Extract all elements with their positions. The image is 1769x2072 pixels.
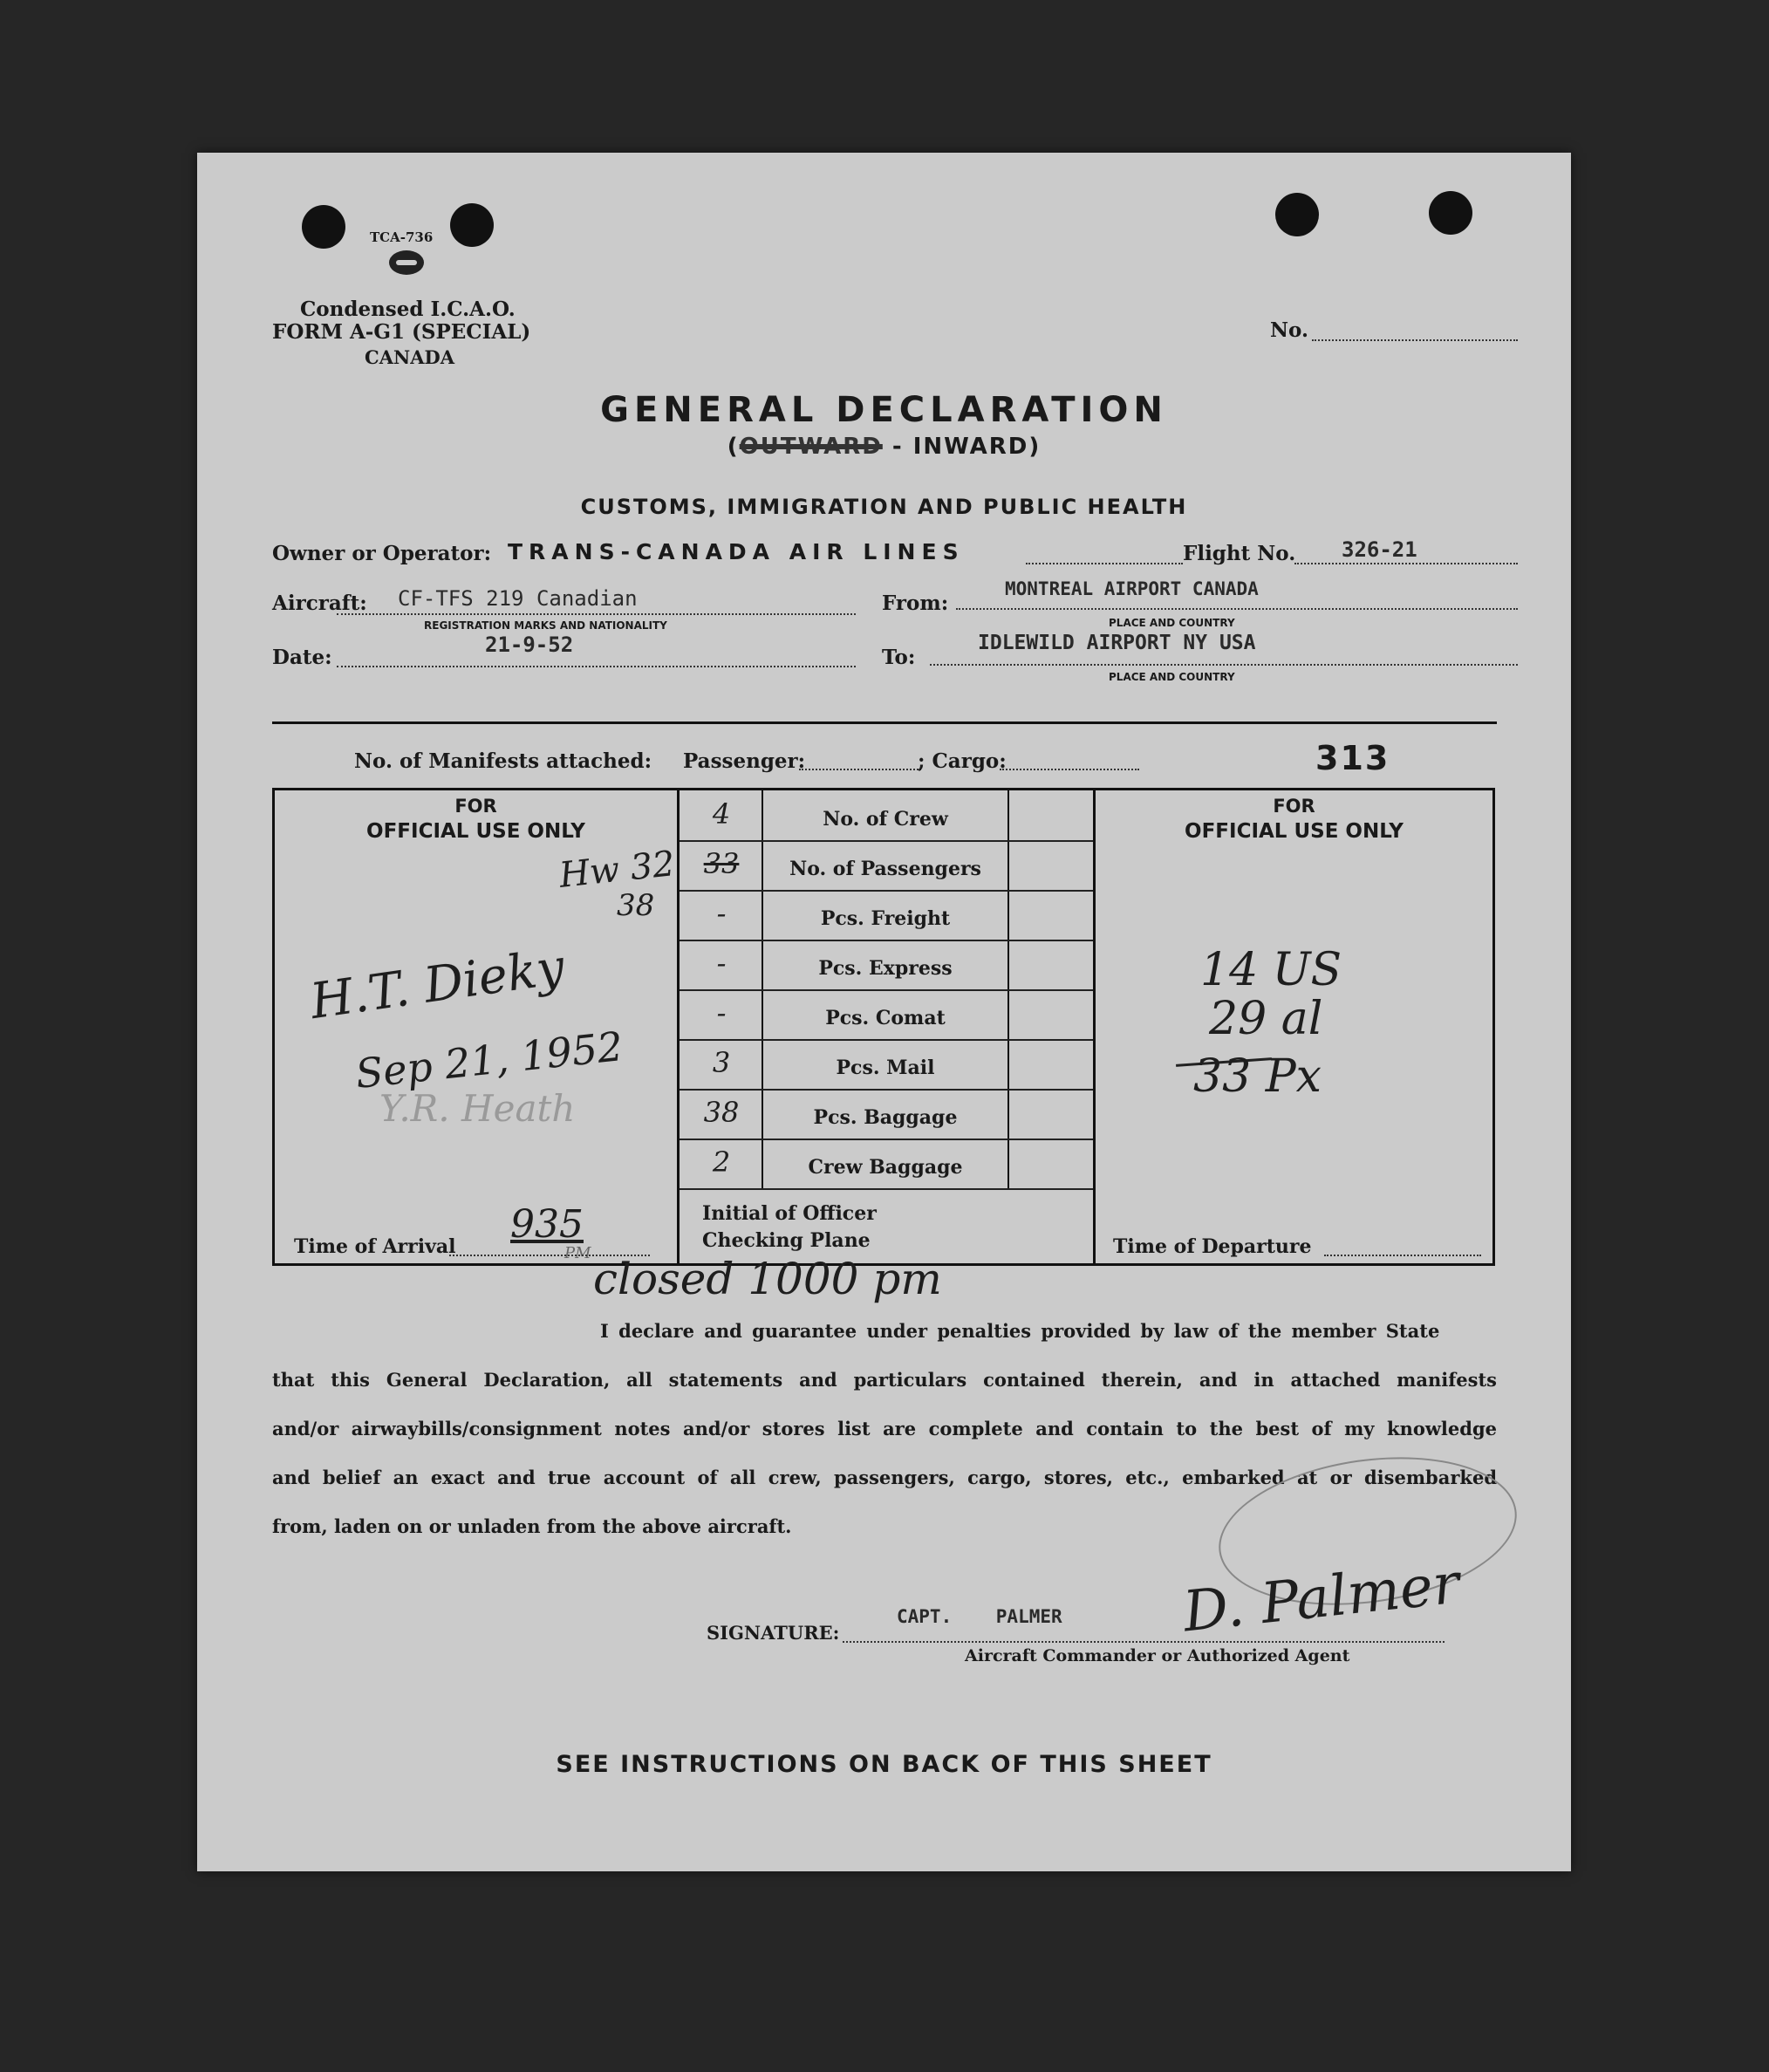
cargo-line [1000, 769, 1139, 770]
count-row [680, 840, 1093, 892]
row-label: Pcs. Freight [820, 907, 951, 930]
signature-label: SIGNATURE: [707, 1622, 840, 1644]
left-note-baggage: 38 [617, 888, 655, 923]
punch-hole [302, 205, 345, 249]
from-label: From: [882, 592, 949, 615]
right-official-section [1096, 790, 1492, 1263]
right-header-official: OFFICIAL USE ONLY [1185, 820, 1404, 843]
number-label: No. [1270, 318, 1308, 342]
flight-label: Flight No. [1183, 542, 1296, 565]
row-value: 38 [703, 1096, 740, 1129]
right-note-total: 33 Px [1193, 1050, 1322, 1103]
manifest-number: 313 [1315, 739, 1390, 777]
row-value: 33 [703, 847, 740, 880]
from-value: MONTREAL AIRPORT CANADA [1005, 578, 1259, 599]
count-row [680, 1039, 1093, 1091]
declaration-type: (OUTWARD - INWARD) [727, 434, 1042, 460]
left-header-for: FOR [454, 796, 497, 817]
official-table [272, 788, 1495, 1266]
aircraft-caption: REGISTRATION MARKS AND NATIONALITY [424, 619, 667, 632]
form-code: TCA-736 [370, 229, 434, 245]
from-line [956, 608, 1518, 610]
tca-logo-icon [389, 250, 424, 275]
signature-line [843, 1641, 1445, 1643]
declaration-line-2: that this General Declaration, all statements and particulars contained therein, and in attached manifests [272, 1369, 1497, 1391]
row-label: Pcs. Express [818, 957, 953, 980]
count-row [680, 890, 1093, 941]
row-value: 4 [712, 797, 731, 831]
officer-signature: H.T. Dieky [306, 938, 568, 1031]
row-value: - [716, 947, 727, 980]
right-note-us: 14 US [1200, 944, 1342, 996]
row-label: No. of Crew [823, 808, 948, 831]
count-row [680, 790, 1093, 842]
header-separator [272, 721, 1497, 724]
arrival-label: Time of Arrival [294, 1235, 456, 1258]
cargo-label: ; Cargo: [918, 749, 1007, 773]
form-line-3: CANADA [365, 346, 455, 368]
to-value: IDLEWILD AIRPORT NY USA [978, 632, 1256, 654]
form-line-2: FORM A-G1 (SPECIAL) [272, 320, 531, 344]
officer-signature-date: Sep 21, 1952 [353, 1022, 625, 1098]
count-row [680, 1089, 1093, 1140]
signature-caption: Aircraft Commander or Authorized Agent [965, 1646, 1350, 1665]
left-header-official: OFFICIAL USE ONLY [366, 820, 585, 843]
count-row [680, 940, 1093, 991]
right-header-for: FOR [1273, 796, 1315, 817]
footer-instructions: SEE INSTRUCTIONS ON BACK OF THIS SHEET [556, 1751, 1212, 1778]
owner-line [1026, 563, 1183, 564]
count-row [680, 989, 1093, 1041]
owner-value: TRANS-CANADA AIR LINES [508, 539, 965, 564]
punch-hole [1275, 193, 1319, 236]
page-title: GENERAL DECLARATION [600, 390, 1168, 430]
from-caption: PLACE AND COUNTRY [1109, 617, 1235, 629]
passenger-line [799, 769, 921, 770]
officer-signature-faint: Y.R. Heath [379, 1087, 576, 1130]
counts-section [680, 790, 1093, 1263]
row-label: Pcs. Mail [836, 1057, 935, 1079]
arrival-value: 935 [510, 1202, 584, 1247]
closed-note: closed 1000 pm [593, 1254, 942, 1304]
row-value: - [716, 897, 727, 930]
date-value: 21-9-52 [485, 633, 574, 657]
to-label: To: [882, 646, 916, 669]
aircraft-line [337, 613, 856, 615]
declaration-line-1: I declare and guarantee under penalties provided by law of the member State [600, 1320, 1440, 1342]
aircraft-value: CF-TFS 219 Canadian [398, 586, 638, 611]
flight-value: 326-21 [1342, 537, 1417, 562]
row-label: No. of Passengers [789, 858, 981, 880]
date-line [337, 666, 856, 667]
declaration-line-4: and belief an exact and true account of all crew, passengers, cargo, stores, etc., embarked at or disembarked [272, 1467, 1497, 1488]
outward-struck: OUTWARD [739, 434, 883, 460]
to-caption: PLACE AND COUNTRY [1109, 671, 1235, 683]
row-value: 2 [712, 1145, 731, 1179]
owner-label: Owner or Operator: [272, 542, 492, 565]
passenger-label: Passenger: [683, 749, 806, 773]
row-label: Pcs. Baggage [813, 1106, 958, 1129]
form-line-1: Condensed I.C.A.O. [300, 297, 516, 321]
punch-hole [450, 203, 494, 247]
to-line [930, 664, 1518, 666]
departure-line [1324, 1255, 1481, 1256]
row-label: Pcs. Comat [825, 1007, 946, 1029]
aircraft-label: Aircraft: [272, 592, 367, 615]
officer-initial-label: Initial of Officer [702, 1202, 877, 1225]
signature-value: CAPT. PALMER [897, 1606, 1062, 1627]
count-row [680, 1139, 1093, 1190]
punch-hole [1429, 191, 1472, 235]
row-value: 3 [712, 1046, 731, 1079]
agencies-heading: CUSTOMS, IMMIGRATION AND PUBLIC HEALTH [580, 495, 1188, 519]
right-note-al: 29 al [1209, 993, 1323, 1045]
declaration-form [197, 153, 1571, 1871]
row-value: - [716, 996, 727, 1029]
arrival-suffix: PM [564, 1244, 591, 1262]
flight-line [1294, 563, 1518, 564]
departure-label: Time of Departure [1113, 1235, 1312, 1258]
declaration-line-5: from, laden on or unladen from the above aircraft. [272, 1515, 792, 1537]
left-official-section [275, 790, 677, 1263]
manifests-label: No. of Manifests attached: [354, 749, 652, 773]
officer-checking-label: Checking Plane [702, 1229, 871, 1252]
date-label: Date: [272, 646, 332, 669]
number-field-line [1312, 339, 1518, 341]
declaration-line-3: and/or airwaybills/consignment notes and/or stores list are complete and contain to the best of my knowledge [272, 1418, 1497, 1439]
left-note-count: Hw 32 [557, 844, 677, 896]
row-label: Crew Baggage [808, 1156, 963, 1179]
commander-signature: D. Palmer [1180, 1551, 1463, 1645]
